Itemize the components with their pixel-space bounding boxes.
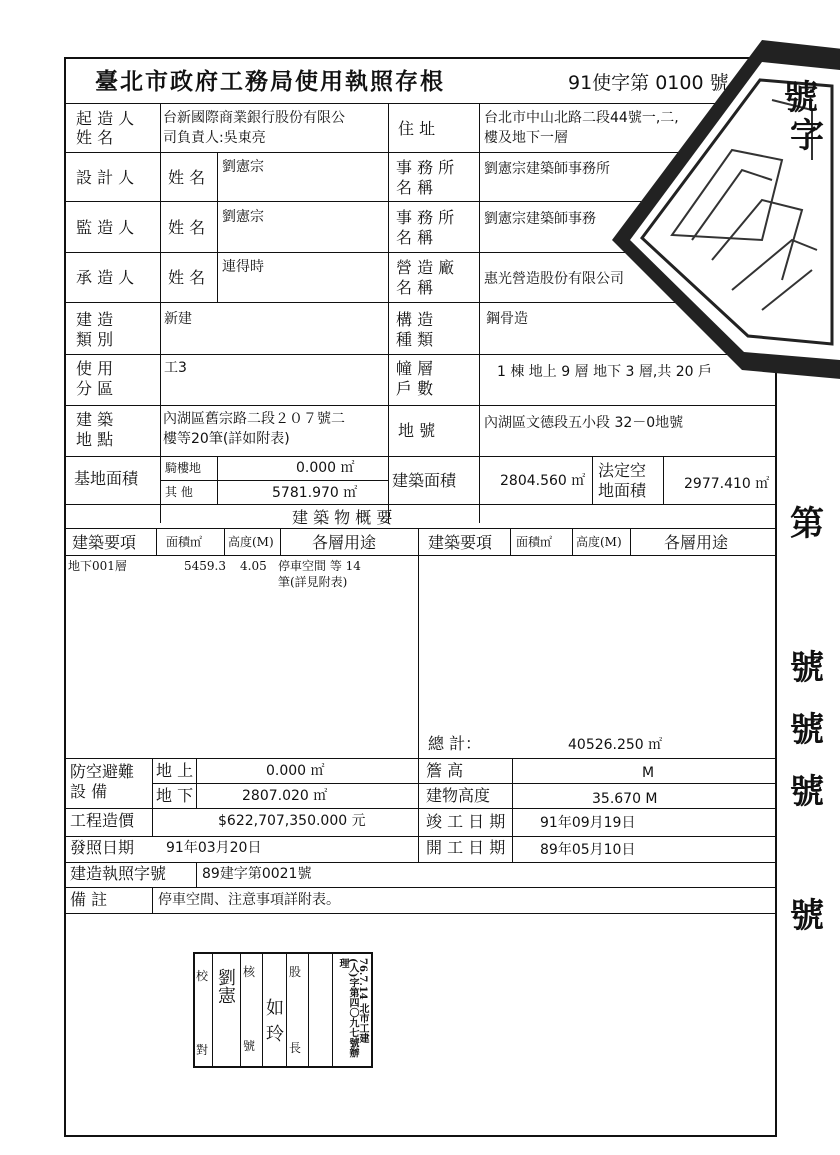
stamp-section-bottom: 長: [289, 1041, 302, 1055]
other-area-value: 5781.970 ㎡: [272, 485, 358, 501]
row-area: 5459.3: [184, 559, 226, 573]
stamp-seal-text: 76.7.14 北市工建(人)字第四〇九七號辦理: [337, 958, 368, 1058]
row-use-2: 筆(詳見附表): [278, 575, 348, 589]
shelter-above-value: 0.000 ㎡: [266, 763, 325, 779]
supervisor-name: 劉憲宗: [222, 209, 264, 225]
contractor-office-label: 營 造 廠: [396, 258, 455, 277]
stamp-review-bottom: 號: [243, 1039, 256, 1053]
shelter-above-label: 地 上: [156, 761, 194, 780]
permit-number: 91使字第 0100 號: [568, 72, 729, 94]
designer-office-label-2: 名 稱: [396, 178, 434, 197]
designer-name-label: 姓 名: [168, 168, 206, 187]
permit-value: 89建字第0021號: [202, 866, 312, 882]
completion-label: 竣 工 日 期: [426, 812, 506, 831]
col-header-area: 面積㎡: [166, 535, 203, 549]
stamp-check-bottom: 對: [196, 1043, 209, 1057]
margin-char-4: 號: [790, 710, 824, 750]
structure-label: 構 造: [396, 310, 434, 329]
overview-title: 建 築 物 概 要: [292, 508, 393, 527]
page-title: 臺北市政府工務局使用執照存根: [95, 68, 445, 95]
supervisor-name-label: 姓 名: [168, 218, 206, 237]
open-space-label: 法定空: [598, 461, 647, 480]
stamp-review-label: 核: [243, 965, 256, 979]
site-area-label: 基地面積: [74, 469, 139, 488]
row-use: 停車空間 等 14: [278, 559, 361, 573]
col-header-item: 建築要項: [72, 533, 137, 552]
location-value-2: 樓等20筆(詳如附表): [163, 431, 290, 447]
contractor-name-label: 姓 名: [168, 268, 206, 287]
cost-label: 工程造價: [70, 811, 135, 830]
arcade-value: 0.000 ㎡: [296, 460, 355, 476]
row-height: 4.05: [240, 559, 267, 573]
location-value: 內湖區舊宗路二段２０７號二: [163, 411, 345, 427]
build-type-value: 新建: [164, 311, 192, 327]
address-value-2: 樓及地下一層: [484, 130, 568, 146]
supervisor-office-label-2: 名 稱: [396, 228, 434, 247]
build-type-label-2: 類 別: [76, 330, 114, 349]
stamp-signature-1: 劉憲: [215, 968, 236, 1004]
col-header-use-2: 各層用途: [664, 533, 729, 552]
col-header-use: 各層用途: [312, 533, 377, 552]
col-header-height-2: 高度(M): [576, 535, 622, 549]
margin-char-2: 第: [790, 504, 824, 544]
applicant-value-2: 司負責人:吳東亮: [163, 130, 266, 146]
margin-char-5: 號: [790, 772, 824, 812]
eave-label: 簷 高: [426, 761, 464, 780]
location-label: 建 築: [76, 410, 114, 429]
start-value: 89年05月10日: [540, 842, 636, 858]
open-space-label-2: 地面積: [598, 481, 647, 500]
building-area-label: 建築面積: [392, 471, 457, 490]
height-value: 35.670 M: [592, 791, 658, 807]
contractor-office-label-2: 名 稱: [396, 278, 434, 297]
start-label: 開 工 日 期: [426, 838, 506, 857]
issue-label: 發照日期: [70, 838, 135, 857]
structure-value: 鋼骨造: [486, 311, 528, 327]
height-label: 建物高度: [426, 786, 491, 805]
designer-name: 劉憲宗: [222, 159, 264, 175]
col-header-height: 高度(M): [228, 535, 274, 549]
building-area-value: 2804.560 ㎡: [500, 473, 586, 489]
build-type-label: 建 造: [76, 310, 114, 329]
zone-value: 工3: [164, 360, 187, 376]
margin-char-3: 號: [790, 648, 824, 688]
designer-label: 設 計 人: [76, 168, 135, 187]
permit-label: 建造執照字號: [70, 864, 167, 883]
contractor-name: 連得時: [222, 259, 264, 275]
address-value: 台北市中山北路二段44號一,二,: [484, 110, 679, 126]
contractor-label: 承 造 人: [76, 268, 135, 287]
supervisor-office: 劉憲宗建築師事務: [484, 211, 596, 227]
total-label: 總 計：: [428, 734, 482, 753]
col-header-area-2: 面積㎡: [516, 535, 553, 549]
eave-value: M: [642, 765, 655, 781]
shelter-label-2: 設 備: [70, 782, 108, 801]
contractor-office: 惠光營造股份有限公司: [484, 271, 624, 287]
floors-value: 1 棟 地上 9 層 地下 3 層,共 20 戶: [497, 364, 713, 380]
total-value: 40526.250 ㎡: [568, 737, 663, 753]
remarks-label: 備 註: [70, 890, 108, 909]
designer-office: 劉憲宗建築師事務所: [484, 161, 610, 177]
row-item: 地下001層: [68, 559, 127, 573]
stamp-check-label: 校: [196, 969, 209, 983]
zone-label-2: 分 區: [76, 379, 114, 398]
other-area-label: 其 他: [165, 485, 193, 499]
stamp-signature-2: 如: [266, 998, 284, 1019]
arcade-label: 騎樓地: [165, 461, 202, 475]
floors-label-2: 戶 數: [396, 379, 434, 398]
margin-char-6: 號: [790, 896, 824, 936]
designer-office-label: 事 務 所: [396, 158, 455, 177]
stamp-signature-3: 玲: [266, 1024, 284, 1045]
shelter-label: 防空避難: [70, 762, 135, 781]
cost-value: $622,707,350.000 元: [218, 813, 366, 829]
lot-value: 內湖區文德段五小段 32－0地號: [484, 415, 684, 431]
shelter-below-value: 2807.020 ㎡: [242, 788, 328, 804]
open-space-value: 2977.410 ㎡: [684, 476, 770, 492]
col-header-item-2: 建築要項: [428, 533, 493, 552]
lot-label: 地 號: [398, 421, 436, 440]
completion-value: 91年09月19日: [540, 815, 636, 831]
remarks-value: 停車空間、注意事項詳附表。: [158, 892, 340, 908]
floors-label: 幢 層: [396, 359, 434, 378]
address-label: 住 址: [398, 119, 436, 138]
location-label-2: 地 點: [76, 430, 114, 449]
applicant-value: 台新國際商業銀行股份有限公: [163, 110, 345, 126]
shelter-below-label: 地 下: [156, 786, 194, 805]
applicant-label: 起 造 人: [76, 109, 135, 128]
issue-value: 91年03月20日: [166, 840, 262, 856]
margin-char-1: 號: [784, 78, 818, 118]
applicant-name-label: 姓 名: [76, 128, 114, 147]
margin-char-7: 字: [790, 116, 824, 156]
supervisor-office-label: 事 務 所: [396, 208, 455, 227]
supervisor-label: 監 造 人: [76, 218, 135, 237]
stamp-section-label: 股: [289, 965, 302, 979]
zone-label: 使 用: [76, 359, 114, 378]
structure-label-2: 種 類: [396, 330, 434, 349]
